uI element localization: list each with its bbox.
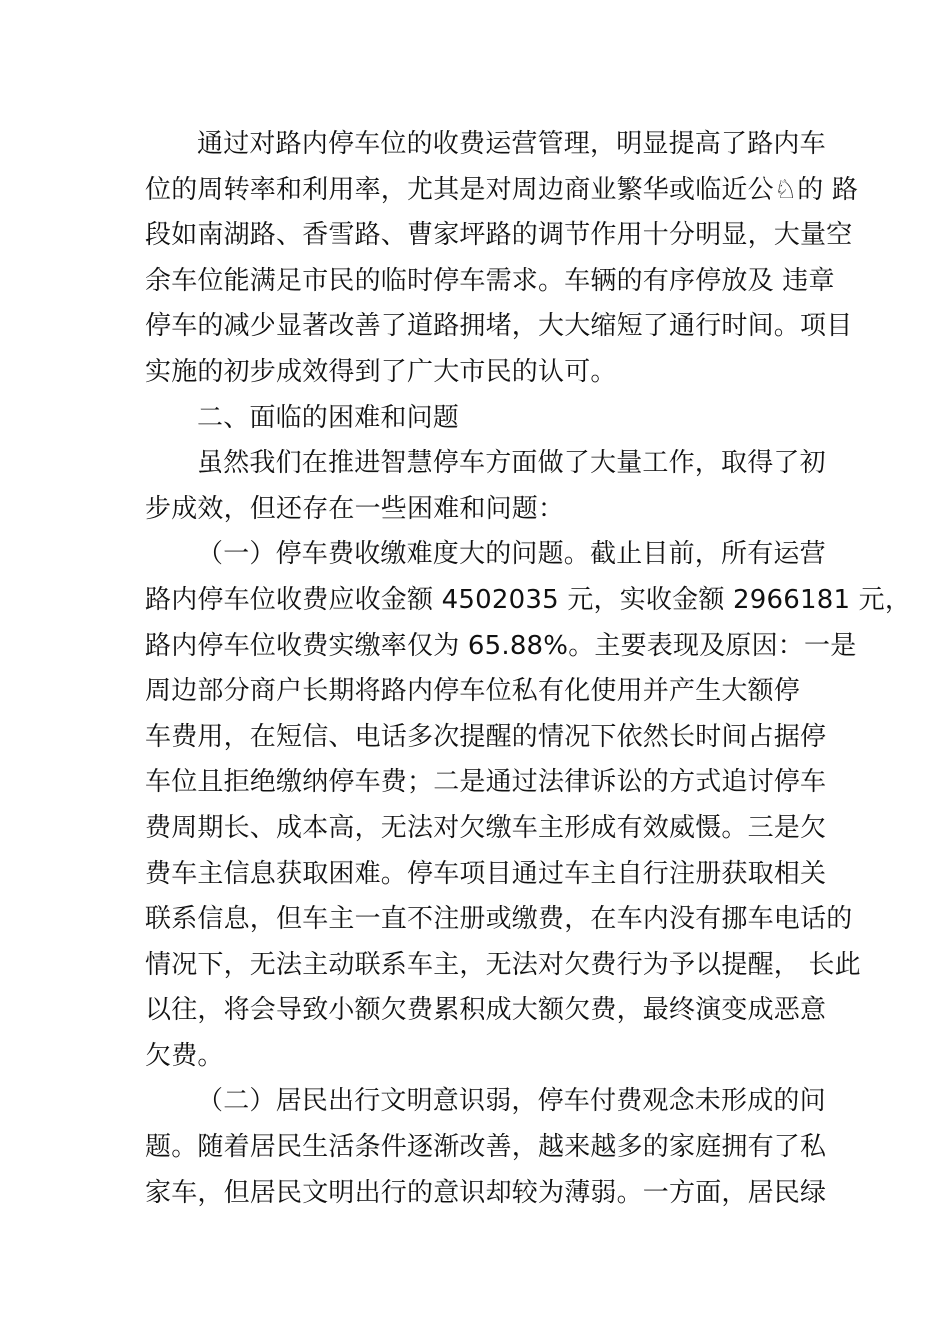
- text-line: 周边部分商户长期将路内停车位私有化使用并产生大额停: [145, 676, 801, 707]
- text-line: 车位且拒绝缴纳停车费；二是通过法律诉讼的方式追讨停车: [145, 767, 827, 798]
- text-line: 余车位能满足市民的临时停车需求。车辆的有序停放及 违章: [145, 265, 835, 296]
- text-line: 家车，但居民文明出行的意识却较为薄弱。一方面，居民绿: [145, 1177, 827, 1208]
- text-line: 停车的减少显著改善了道路拥堵，大大缩短了通行时间。项目: [145, 311, 853, 342]
- text-line: 虽然我们在推进智慧停车方面做了大量工作，取得了初: [197, 448, 826, 479]
- text-line: 通过对路内停车位的收费运营管理，明显提高了路内车: [197, 129, 826, 159]
- text-line: （二）居民出行文明意识弱，停车付费观念未形成的问: [197, 1086, 826, 1117]
- text-line: 位的周转率和利用率，尤其是对周边商业繁华或临近公♘的 路: [145, 174, 859, 205]
- text-line: 欠费。: [145, 1040, 224, 1071]
- text-line: 费周期长、成本高，无法对欠缴车主形成有效威慑。三是欠: [145, 812, 827, 843]
- text-line: 路内停车位收费实缴率仅为 65.88%。主要表现及原因：一是: [145, 630, 857, 661]
- text-line: 联系信息，但车主一直不注册或缴费，在车内没有挪车电话的: [145, 904, 853, 935]
- text-line: 题。随着居民生活条件逐渐改善，越来越多的家庭拥有了私: [145, 1132, 827, 1163]
- text-line: 步成效，但还存在一些困难和问题：: [145, 493, 565, 524]
- text-line: 二、面临的困难和问题: [197, 402, 460, 433]
- text-line: 实施的初步成效得到了广大市民的认可。: [145, 356, 617, 387]
- text-line: 费车主信息获取困难。停车项目通过车主自行注册获取相关: [145, 858, 827, 889]
- text-line: （一）停车费收缴难度大的问题。截止目前，所有运营: [197, 539, 826, 570]
- text-line: 段如南湖路、香雪路、曹家坪路的调节作用十分明显，大量空: [145, 220, 853, 251]
- document-body: [145, 122, 912, 1216]
- text-line: 路内停车位收费应收金额 4502035 元，实收金额 2966181 元，: [145, 584, 912, 615]
- text-line: 情况下，无法主动联系车主，无法对欠费行为予以提醒， 长此: [145, 949, 861, 980]
- text-line: 车费用，在短信、电话多次提醒的情况下依然长时间占据停: [145, 721, 827, 752]
- text-line: 以往，将会导致小额欠费累积成大额欠费，最终演变成恶意: [145, 995, 827, 1026]
